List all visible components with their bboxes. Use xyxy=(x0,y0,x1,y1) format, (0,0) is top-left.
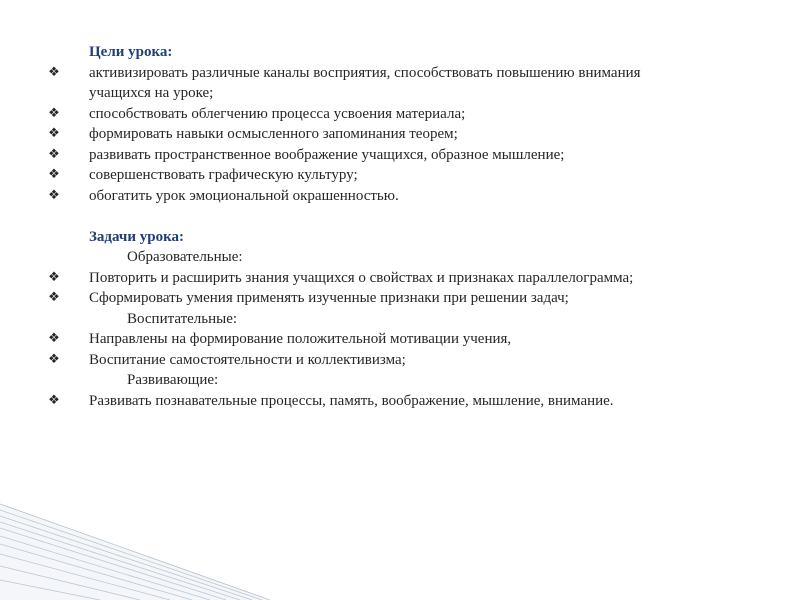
task-item xyxy=(45,288,765,309)
task-item xyxy=(45,329,765,350)
diamond-cluster-icon: ❖ xyxy=(48,64,60,80)
goal-item xyxy=(45,124,765,145)
educational-label: Образовательные: xyxy=(127,249,243,265)
diamond-cluster-icon: ❖ xyxy=(48,105,60,121)
diamond-cluster-icon: ❖ xyxy=(48,146,60,162)
goal-continuation xyxy=(45,83,765,104)
goal-item xyxy=(45,104,765,125)
goal-text: активизировать различные каналы восприятия, способствовать повышению внимания xyxy=(89,64,641,81)
diamond-cluster-icon: ❖ xyxy=(48,290,60,305)
goal-item xyxy=(45,145,765,166)
goal-text: способствовать облегчению процесса усвоения материала; xyxy=(89,105,466,122)
diamond-cluster-icon: ❖ xyxy=(48,269,60,285)
diamond-cluster-icon: ❖ xyxy=(48,126,60,141)
diamond-cluster-icon: ❖ xyxy=(48,331,60,346)
goal-text: формировать навыки осмысленного запоминания теорем; xyxy=(89,126,458,142)
task-text: Повторить и расширить знания учащихся о свойствах и признаках параллелограмма; xyxy=(89,269,634,286)
task-text: Развивать познавательные процессы, память, воображение, мышление, внимание. xyxy=(89,392,614,409)
goal-text: обогатить урок эмоциональной окрашенностью. xyxy=(89,187,399,204)
goal-item xyxy=(45,63,765,84)
task-item xyxy=(45,350,765,371)
diamond-cluster-icon: ❖ xyxy=(48,167,60,182)
developing-label: Развивающие: xyxy=(127,372,219,388)
corner-decoration xyxy=(0,500,270,600)
diamond-cluster-icon: ❖ xyxy=(48,187,60,203)
upbringing-label: Воспитательные: xyxy=(127,310,238,327)
diamond-cluster-icon: ❖ xyxy=(48,392,60,408)
task-item xyxy=(45,391,765,412)
goal-text: развивать пространственное воображение учащихся, образное мышление; xyxy=(89,146,565,163)
task-text: Воспитание самостоятельности и коллективизма; xyxy=(89,351,406,368)
task-text: Направлены на формирование положительной мотивации учения, xyxy=(89,331,512,347)
goal-item xyxy=(45,165,765,186)
goal-text: совершенствовать графическую культуру; xyxy=(89,167,358,183)
goal-item xyxy=(45,186,765,207)
tasks-heading: Задачи урока: xyxy=(89,228,185,245)
section-spacer xyxy=(45,206,765,227)
diamond-cluster-icon: ❖ xyxy=(48,351,60,367)
task-text: Сформировать умения применять изученные признаки при решении задач; xyxy=(89,290,569,306)
lesson-content xyxy=(45,42,765,411)
task-item xyxy=(45,268,765,289)
goals-heading: Цели урока: xyxy=(89,44,173,60)
goal-text: учащихся на уроке; xyxy=(89,85,214,101)
